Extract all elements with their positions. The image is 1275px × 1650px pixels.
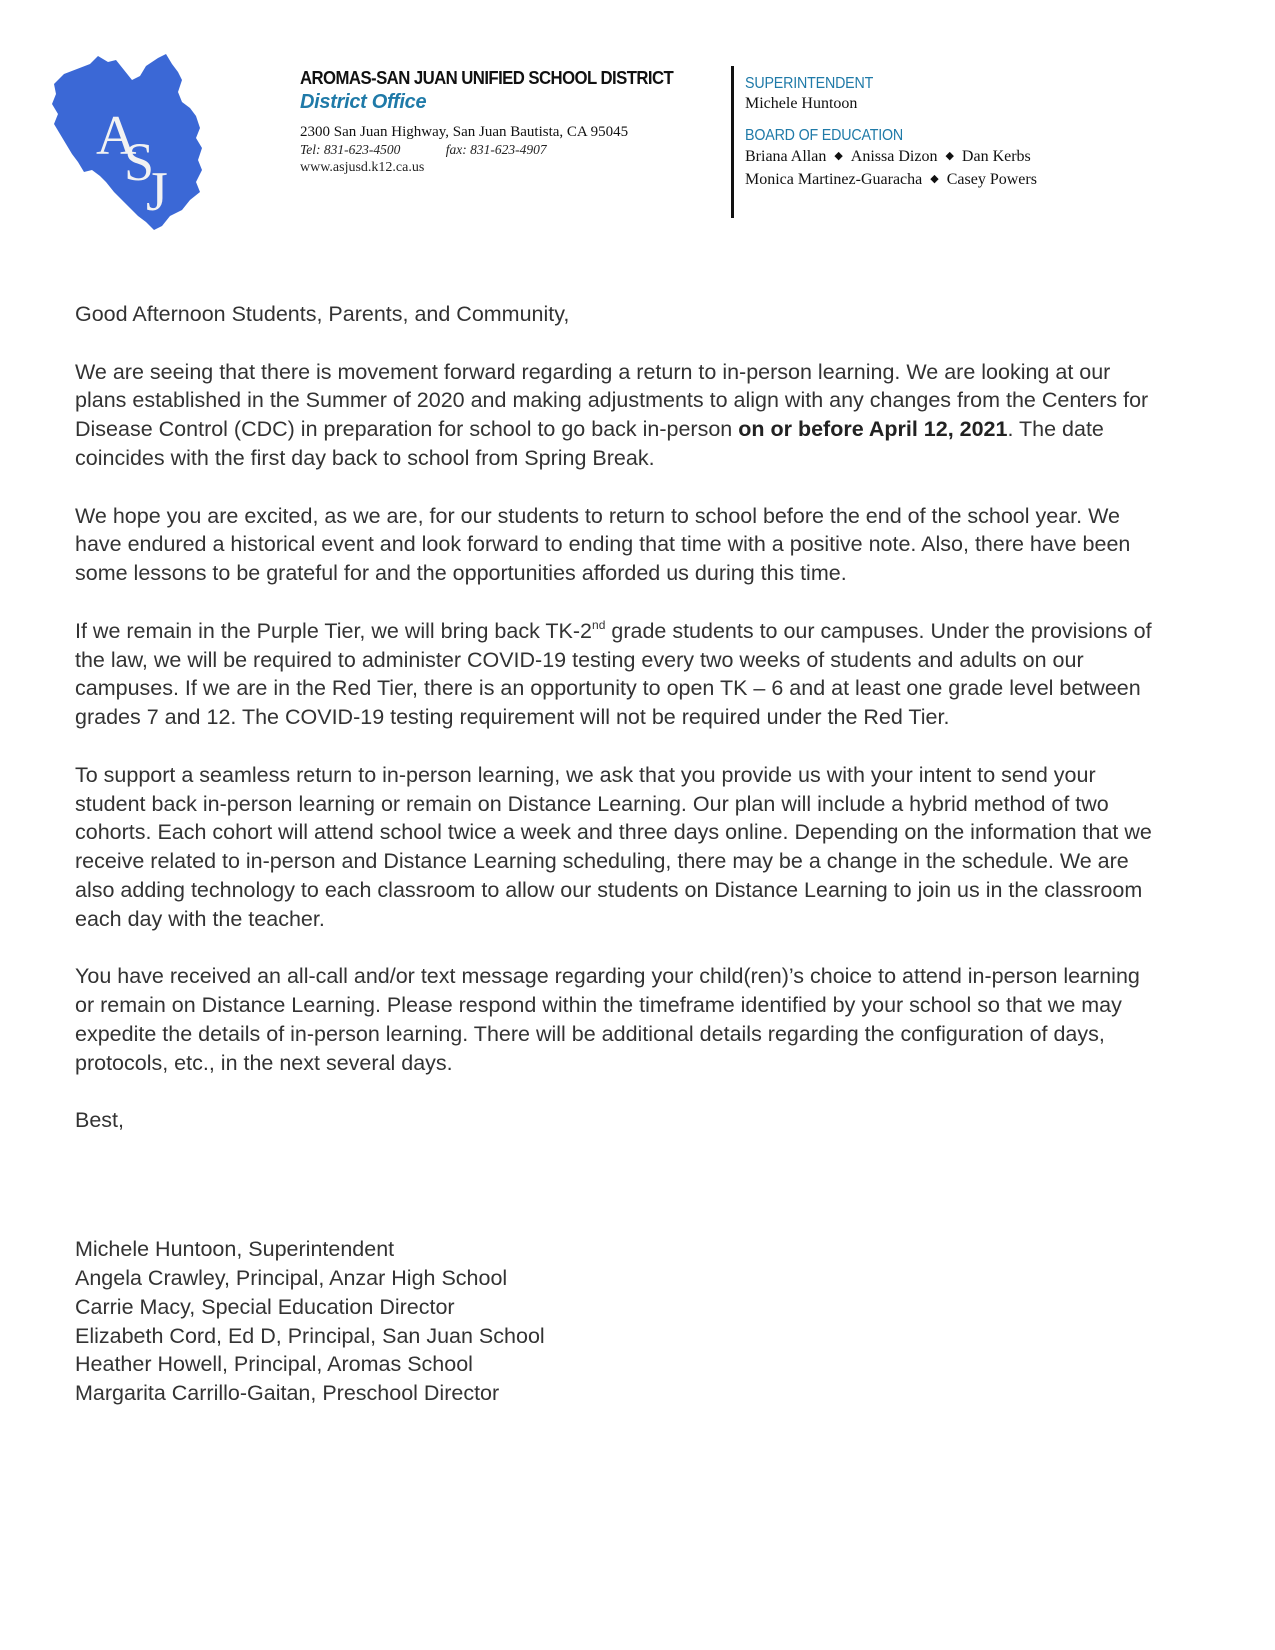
district-address: 2300 San Juan Highway, San Juan Bautista, CA 95045	[300, 124, 629, 140]
header-divider	[731, 66, 734, 218]
board-heading: BOARD OF EDUCATION	[745, 127, 904, 144]
superintendent-name: Michele Huntoon	[745, 95, 858, 112]
signatory: Elizabeth Cord, Ed D, Principal, San Juan School	[75, 1323, 545, 1348]
district-name: AROMAS-SAN JUAN UNIFIED SCHOOL DISTRICT	[300, 68, 674, 88]
board-row-1	[745, 145, 1165, 168]
logo-letter-j: J	[146, 161, 168, 223]
board-row-2	[745, 168, 1165, 191]
diamond-separator-icon: ◆	[930, 173, 939, 185]
diamond-separator-icon: ◆	[834, 150, 843, 162]
closing: Best,	[75, 1108, 124, 1133]
logo-letter-s: S	[124, 132, 155, 192]
signatory: Carrie Macy, Special Education Director	[75, 1294, 455, 1319]
board-member: Dan Kerbs	[961, 148, 1031, 165]
district-office-label: District Office	[300, 91, 427, 113]
fax-number: 831-623-4907	[470, 142, 547, 157]
letter-body	[75, 300, 1155, 1408]
diamond-separator-icon: ◆	[945, 150, 954, 162]
paragraph-tiers: If we remain in the Purple Tier, we will bring back TK-2nd grade students to our campuses. Under the provisions of the law, we will be required to administer COVID-19 testing every two weeks of students and adults on our campuses. If we are in the Red Tier, there is an opportunity to open TK – 6 and at least one grade level between grades 7 and 12. The COVID-19 testing requirement will not be required under the Red Tier.	[75, 617, 1152, 730]
superintendent-heading: SUPERINTENDENT	[745, 75, 874, 92]
board-member: Monica Martinez-Guaracha	[745, 171, 923, 188]
signatory: Heather Howell, Principal, Aromas School	[75, 1352, 473, 1377]
fax-label: fax:	[445, 142, 467, 157]
district-info	[300, 68, 730, 176]
signature-block	[75, 1235, 1155, 1408]
paragraph-hybrid-plan: To support a seamless return to in-person learning, we ask that you provide us with your intent to send your student back in-person learning or remain on Distance Learning. Our plan will include a hybrid method of two cohorts. Each cohort will attend school twice a week and three days online. Depending on the information that we receive related to in-person and Distance Learning scheduling, there may be a change in the schedule. We are also adding technology to each classroom to allow our students on Distance Learning to join us in the classroom each day with the teacher.	[75, 762, 1152, 931]
signatory: Michele Huntoon, Superintendent	[75, 1237, 395, 1262]
leadership-info	[745, 75, 1165, 191]
return-date-emphasis: on or before April 12, 2021	[738, 417, 1008, 442]
paragraph-response: You have received an all-call and/or text message regarding your child(ren)’s choice to attend in-person learning or remain on Distance Learning. Please respond within the timeframe identified by your school so that we may expedite the details of in-person learning. There will be additional details regarding the configuration of days, protocols, etc., in the next several days.	[75, 964, 1140, 1075]
logo-letter-a: A	[96, 105, 137, 167]
tel-label: Tel:	[300, 142, 321, 157]
asj-logo-icon	[50, 50, 210, 235]
board-member: Briana Allan	[745, 148, 827, 165]
board-member: Anissa Dizon	[850, 148, 938, 165]
salutation: Good Afternoon Students, Parents, and Community,	[75, 302, 570, 326]
signatory: Margarita Carrillo-Gaitan, Preschool Director	[75, 1381, 500, 1406]
website-link[interactable]: www.asjusd.k12.ca.us	[300, 160, 425, 175]
contact-line	[300, 142, 730, 158]
signatory: Angela Crawley, Principal, Anzar High School	[75, 1265, 508, 1290]
paragraph-return-date: We are seeing that there is movement forward regarding a return to in-person learning. We are looking at our plans established in the Summer of 2020 and making adjustments to align with any changes from the Centers for Disease Control (CDC) in preparation for school to go back in-person on or before April 12, 2021. The date coincides with the first day back to school from Spring Break.	[75, 359, 1149, 470]
tel-number: 831-623-4500	[323, 142, 401, 157]
board-member: Casey Powers	[946, 171, 1037, 188]
paragraph-excitement: We hope you are excited, as we are, for our students to return to school before the end of the school year. We have endured a historical event and look forward to ending that time with a positive note. Also, there have been some lessons to be grateful for and the opportunities afforded us during this time.	[75, 503, 1131, 586]
